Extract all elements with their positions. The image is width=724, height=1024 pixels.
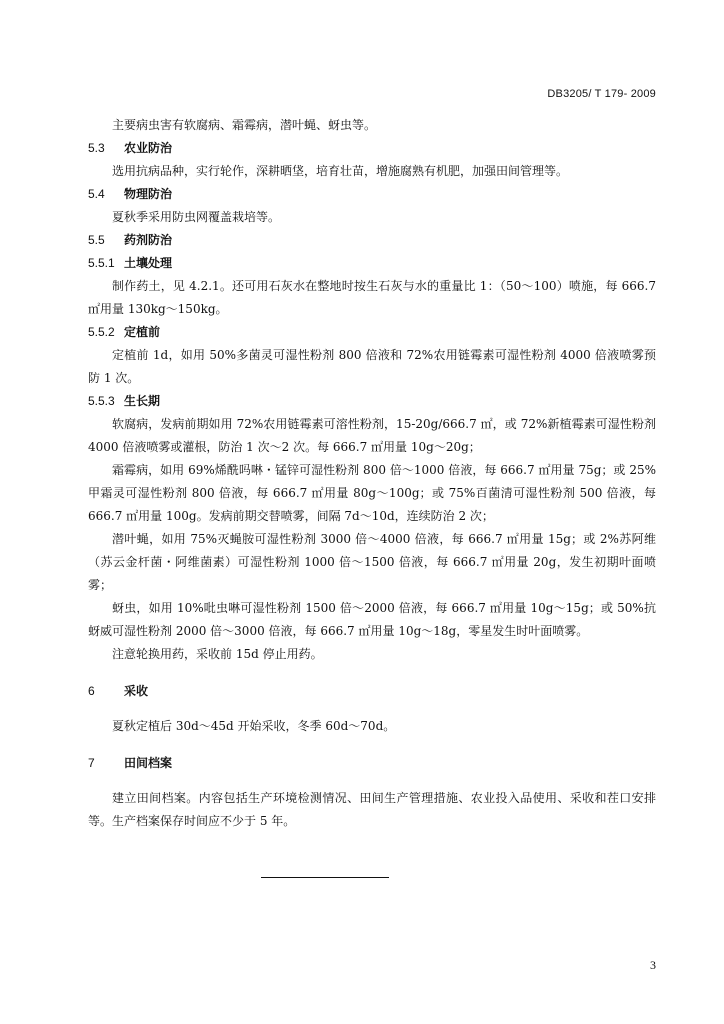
section-heading [88,390,656,413]
section-number: 5.5 [88,233,105,247]
spacer [88,703,656,715]
document-body [88,114,656,833]
section-number: 5.5.2 [88,325,115,339]
section-title: 药剂防治 [124,233,173,247]
paragraph: 潜叶蝇，如用 75%灭蝇胺可湿性粉剂 3000 倍～4000 倍液，每 666.7 ㎡用量 15g；或 2%苏阿维（苏云金杆菌・阿维菌素）可湿性粉剂 1000 倍～1500 倍液，每 666.7 ㎡用量 20g，发生初期叶面喷雾； [88,532,656,592]
paragraph: 蚜虫，如用 10%吡虫啉可湿性粉剂 1500 倍～2000 倍液，每 666.7 ㎡用量 10g～15g；或 50%抗蚜威可湿性粉剂 2000 倍～3000 倍液，每 666.7 ㎡用量 10g～18g，零星发生时叶面喷雾。 [88,601,656,638]
section-heading [88,752,656,775]
section-heading [88,680,656,703]
paragraph: 霜霉病，如用 69%烯酰吗啉・锰锌可湿性粉剂 800 倍～1000 倍液，每 666.7 ㎡用量 75g；或 25%甲霜灵可湿性粉剂 800 倍液，每 666.7 ㎡用量 80g～100g；或 75%百菌清可湿性粉剂 500 倍液，每 666.7 ㎡用量 100g。发病前期交替喷雾，间隔 7d～10d，连续防治 2 次； [88,463,656,523]
section-heading [88,252,656,275]
section-title: 田间档案 [124,756,173,770]
paragraph: 选用抗病品种，实行轮作，深耕晒垡，培育壮苗，增施腐熟有机肥，加强田间管理等。 [112,164,569,178]
section-title: 物理防治 [124,187,173,201]
section-title: 定植前 [124,325,161,339]
section-number: 6 [88,684,95,698]
section-number: 5.5.1 [88,256,115,270]
section-number: 7 [88,756,95,770]
spacer [88,775,656,787]
paragraph: 软腐病，发病前期如用 72%农用链霉素可溶性粉剂，15-20g/666.7 ㎡，或 72%新植霉素可湿性粉剂 4000 倍液喷雾或灌根，防治 1 次～2 次。每 666.7 ㎡用量 10g～20g； [88,417,656,454]
standard-code: DB3205/ T 179- 2009 [547,88,656,100]
section-heading [88,183,656,206]
paragraph: 夏秋季采用防虫网覆盖栽培等。 [112,210,281,224]
section-number: 5.5.3 [88,394,115,408]
paragraph: 注意轮换用药，采收前 15d 停止用药。 [112,647,323,661]
spacer [88,738,656,752]
end-rule [261,877,389,878]
paragraph: 主要病虫害有软腐病、霜霉病，潜叶蝇、蚜虫等。 [112,118,377,132]
section-heading [88,321,656,344]
section-title: 生长期 [124,394,161,408]
section-number: 5.3 [88,141,105,155]
page-number: 3 [650,958,656,972]
paragraph: 定植前 1d，如用 50%多菌灵可湿性粉剂 800 倍液和 72%农用链霉素可湿性粉剂 4000 倍液喷雾预防 1 次。 [88,348,656,385]
section-title: 采收 [124,684,149,698]
section-title: 农业防治 [124,141,173,155]
section-heading [88,229,656,252]
paragraph: 制作药土，见 4.2.1。还可用石灰水在整地时按生石灰与水的重量比 1：（50～100）喷施，每 666.7 ㎡用量 130kg～150kg。 [88,279,656,316]
section-heading [88,137,656,160]
section-title: 土壤处理 [124,256,173,270]
paragraph: 建立田间档案。内容包括生产环境检测情况、田间生产管理措施、农业投入品使用、采收和茬口安排等。生产档案保存时间应不少于 5 年。 [88,791,656,828]
paragraph: 夏秋定植后 30d～45d 开始采收，冬季 60d～70d。 [112,719,396,733]
section-number: 5.4 [88,187,105,201]
spacer [88,666,656,680]
